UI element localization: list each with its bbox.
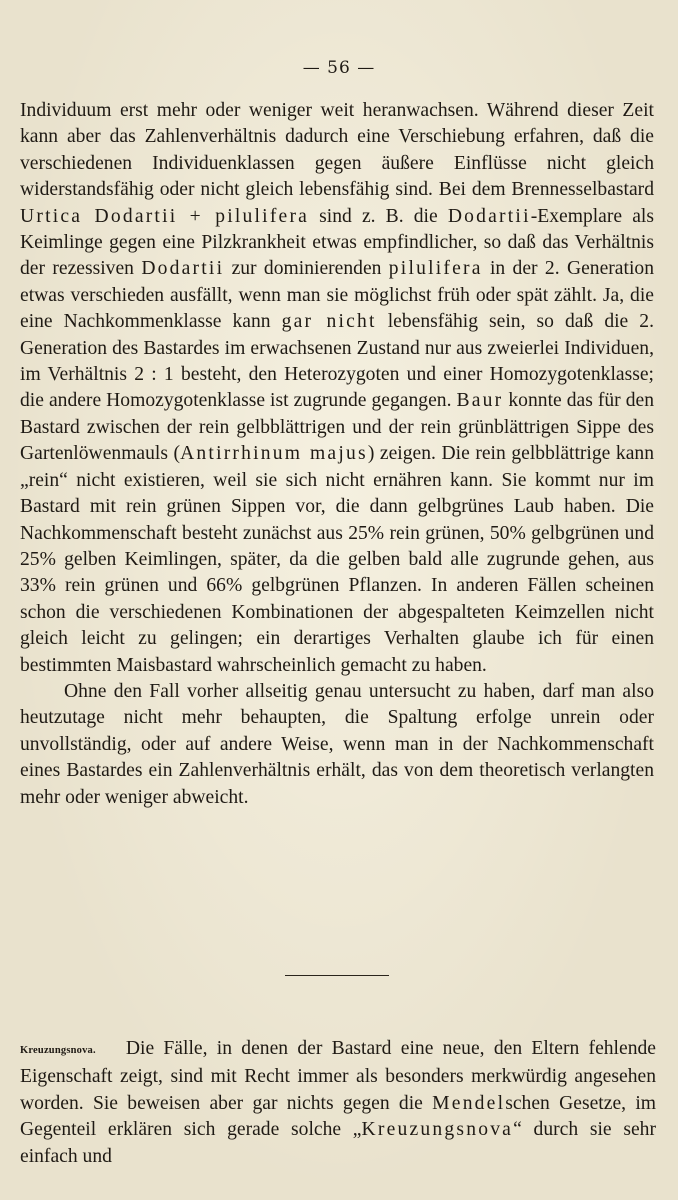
spaced-emphasis: Baur bbox=[456, 390, 504, 412]
spaced-emphasis: Urtica Dodartii + pilulifera bbox=[20, 205, 310, 227]
text-run: “ durch sie sehr einfach und bbox=[20, 1119, 656, 1167]
section-divider bbox=[285, 975, 389, 976]
text-run: Die Fälle, in denen der Bastard eine neue, den Eltern fehlende Eigenschaft zeigt, sind mit Recht immer als besonders merkwürdig angesehen worden. Sie beweisen aber gar nichts gegen die bbox=[20, 1038, 656, 1114]
paragraph-3 bbox=[20, 1036, 656, 1170]
spaced-emphasis: Kreuzungsnova bbox=[361, 1119, 514, 1141]
paragraph-1 bbox=[20, 98, 654, 679]
text-run: lebensfähig sein, so daß die 2. Generation des Bastardes im erwachsenen Zustand nur aus zweierlei Individuen, im Verhältnis 2 : 1 besteht, den Heterozygoten und einer Homozygotenklasse; die andere Homozygotenklasse ist zugrunde gegangen. bbox=[20, 311, 654, 412]
text-run: Individuum erst mehr oder weniger weit heranwachsen. Während dieser Zeit kann aber das Zahlenverhältnis dadurch eine Verschiebung erfahren, daß die verschiedenen Individuenklassen gegen äußere Einflüsse nicht gleich widerstandsfähig oder nicht gleich lebensfähig sind. Bei dem Brennesselbastard bbox=[20, 100, 654, 201]
page-number: — 56 — bbox=[302, 58, 376, 78]
text-run: -Exemplare als Keimlinge gegen eine Pilzkrankheit etwas empfindlicher, so daß das Verhältnis der rezessiven bbox=[20, 205, 654, 280]
text-run: ) zeigen. Die rein gelbblättrige kann „rein“ nicht existieren, weil sie sich nicht ernähren kann. Sie kommt nur im Bastard mit rein grünen Sippen vor, die dann gelbgrünes Laub haben. Die Nachkommenschaft besteht zunächst aus 25% rein grünen, 50% gelbgrünen und 25% gelben Keimlingen, später, da die gelben bald alle zugrunde gehen, aus 33% rein grünen und 66% gelbgrünen Pflanzen. In anderen Fällen scheinen schon die verschiedenen Kombinationen der abgespalteten Keimzellen nicht gleich leicht zu gelingen; ein derartiges Verhalten glaube ich für einen bestimmten Maisbastard wahrscheinlich gemacht zu haben. bbox=[20, 443, 655, 676]
paragraph-2: Ohne den Fall vorher allseitig genau untersucht zu haben, darf man also heutzutage nicht mehr behaupten, die Spaltung erfolge unrein oder unvollständig, oder auf andere Weise, wenn man in der Nachkommenschaft eines Bastardes ein Zahlenverhältnis erhält, das von dem theoretisch verlangten mehr oder weniger abweicht. bbox=[20, 680, 654, 808]
text-run: in der 2. Generation etwas verschieden ausfällt, wenn man sie möglichst früh oder spät zählt. Ja, die eine Nachkommenklasse kann bbox=[20, 258, 654, 333]
spaced-emphasis: pilulifera bbox=[388, 258, 483, 280]
marginal-note: Kreuzungsnova. bbox=[20, 1045, 96, 1056]
text-run: konnte das für den Bastard zwischen der rein gelbblättrigen und der rein grünblättrigen Sippe des Gartenlöwenmauls ( bbox=[20, 390, 654, 465]
body-text bbox=[20, 98, 654, 811]
spaced-emphasis: Mendel bbox=[432, 1092, 506, 1114]
text-run: zur dominierenden bbox=[224, 258, 389, 280]
spaced-emphasis: gar nicht bbox=[281, 311, 377, 333]
text-run: sind z. B. die bbox=[309, 205, 448, 227]
spaced-emphasis: Dodartii bbox=[447, 205, 531, 227]
kreuzungsnova-section bbox=[20, 1036, 656, 1170]
text-run: schen Gesetze, im Gegenteil erklären sich gerade solche „ bbox=[20, 1092, 657, 1141]
spaced-emphasis: Dodartii bbox=[141, 258, 225, 280]
spaced-emphasis: Antirrhinum majus bbox=[180, 443, 368, 465]
